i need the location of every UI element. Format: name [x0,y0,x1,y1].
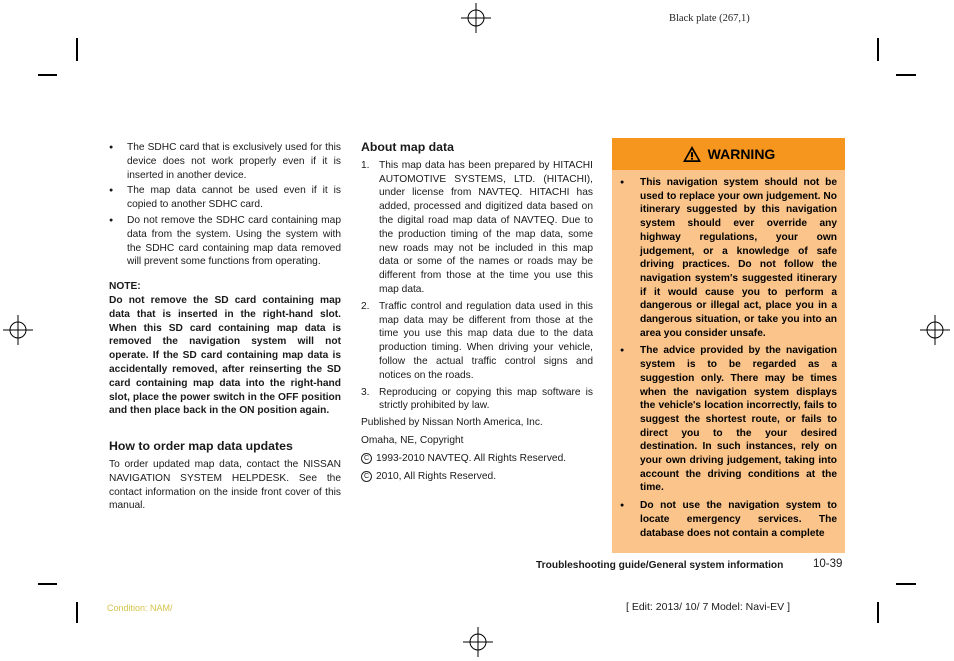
registration-mark-icon [3,315,33,345]
list-item [361,300,593,383]
registration-mark-icon [461,3,491,33]
list-item: ● The advice provided by the navigation system is to be regarded as a suggestion only. There may be times when the navigation system displays the vehicle's location incorrectly, fails to suggest the shortest route, or fails to direct you to the your desired destination. In such instances, rely on your own driving judgement, taking into account the driving conditions at the time. [620,344,837,495]
note-text: Do not remove the SD card containing map data that is inserted in the right-hand slot. When this SD card containing map data is removed the navigation system will not operate. If the SD card containing map data is accidentally removed, after reinserting the SD card containing map data into the right-hand slot, place the power switch in the OFF position and then place back in the ON position again. [109,294,341,417]
crop-mark [877,38,879,61]
crop-mark [877,602,879,623]
list-item [361,386,593,414]
list-item: ● Do not remove the SDHC card containing map data from the system. Using the system with the SDHC card containing map data removed will prevent some functions from operating. [109,214,341,269]
copyright-line [361,470,593,484]
copyright-line [361,452,593,466]
copyright-icon: C [361,453,372,464]
copyright-icon: C [361,471,372,482]
copyright-text: 2010, All Rights Reserved. [376,470,497,482]
crop-mark [76,602,78,623]
copyright-text: 1993-2010 NAVTEQ. All Rights Reserved. [376,452,567,464]
plate-info: Black plate (267,1) [669,13,750,24]
item-number: 1. [361,159,370,171]
left-column [109,141,341,513]
registration-mark-icon [920,315,950,345]
crop-mark [76,38,78,61]
location-line: Omaha, NE, Copyright [361,434,464,446]
numbered-list [361,159,593,413]
warning-triangle-icon [682,145,702,163]
crop-mark [38,74,57,76]
middle-column [361,141,593,483]
list-item: ● Do not use the navigation system to locate emergency services. The database does not contain a complete [620,499,837,540]
list-item: ● The map data cannot be used even if it is copied to another SDHC card. [109,184,341,212]
crop-mark [38,583,57,585]
order-paragraph: To order updated map data, contact the NISSAN NAVIGATION SYSTEM HELPDESK. See the contact information on the inside front cover of this manual. [109,458,341,512]
list-item: ● The SDHC card that is exclusively used for this device does not work properly even if it is inserted in another device. [109,141,341,182]
item-text: Traffic control and regulation data used in this map data may be different from those at the time you use this map data due to the data production timing. When driving your vehicle, follow the actual traffic control signs and notices on the roads. [379,300,593,381]
page-number: 10-39 [813,558,843,570]
bullet-list [109,141,341,269]
footer-section-title: Troubleshooting guide/General system information [536,560,784,571]
item-text: This map data has been prepared by HITACHI AUTOMOTIVE SYSTEMS, LTD. (HITACHI), under license from NAVTEQ. HITACHI has added, processed and digitized data based on the digital road map data of NAVTEQ. Due to the production timing of the map data, some new roads may not be included in this map data or some of the names or roads may be different from those at the time you use this map data. [379,159,593,295]
list-item [361,159,593,297]
item-number: 2. [361,300,370,312]
section-heading: How to order map data updates [109,439,293,454]
registration-mark-icon [463,627,493,657]
warning-list [612,170,845,540]
crop-mark [896,74,916,76]
warning-header [612,138,845,170]
item-number: 3. [361,386,370,398]
note-heading: NOTE: [109,281,141,293]
warning-box [612,138,845,553]
published-line: Published by Nissan North America, Inc. [361,417,543,429]
warning-title: WARNING [707,146,776,162]
condition-label: Condition: NAM/ [107,603,173,613]
edit-info: [ Edit: 2013/ 10/ 7 Model: Navi-EV ] [626,601,791,613]
item-text: Reproducing or copying this map software is strictly prohibited by law. [379,386,593,412]
list-item: ● This navigation system should not be used to replace your own judgement. No itinerary suggested by this navigation system should ever override any highway regulations, your own judgement, or a knowledge of safe driving practices. Do not follow the navigation system's suggested itinerary if it would cause you to perform a dangerous or illegal act, place you in a dangerous situation, or take you into an area you consider unsafe. [620,176,837,340]
crop-mark [896,583,916,585]
section-heading: About map data [361,140,454,154]
